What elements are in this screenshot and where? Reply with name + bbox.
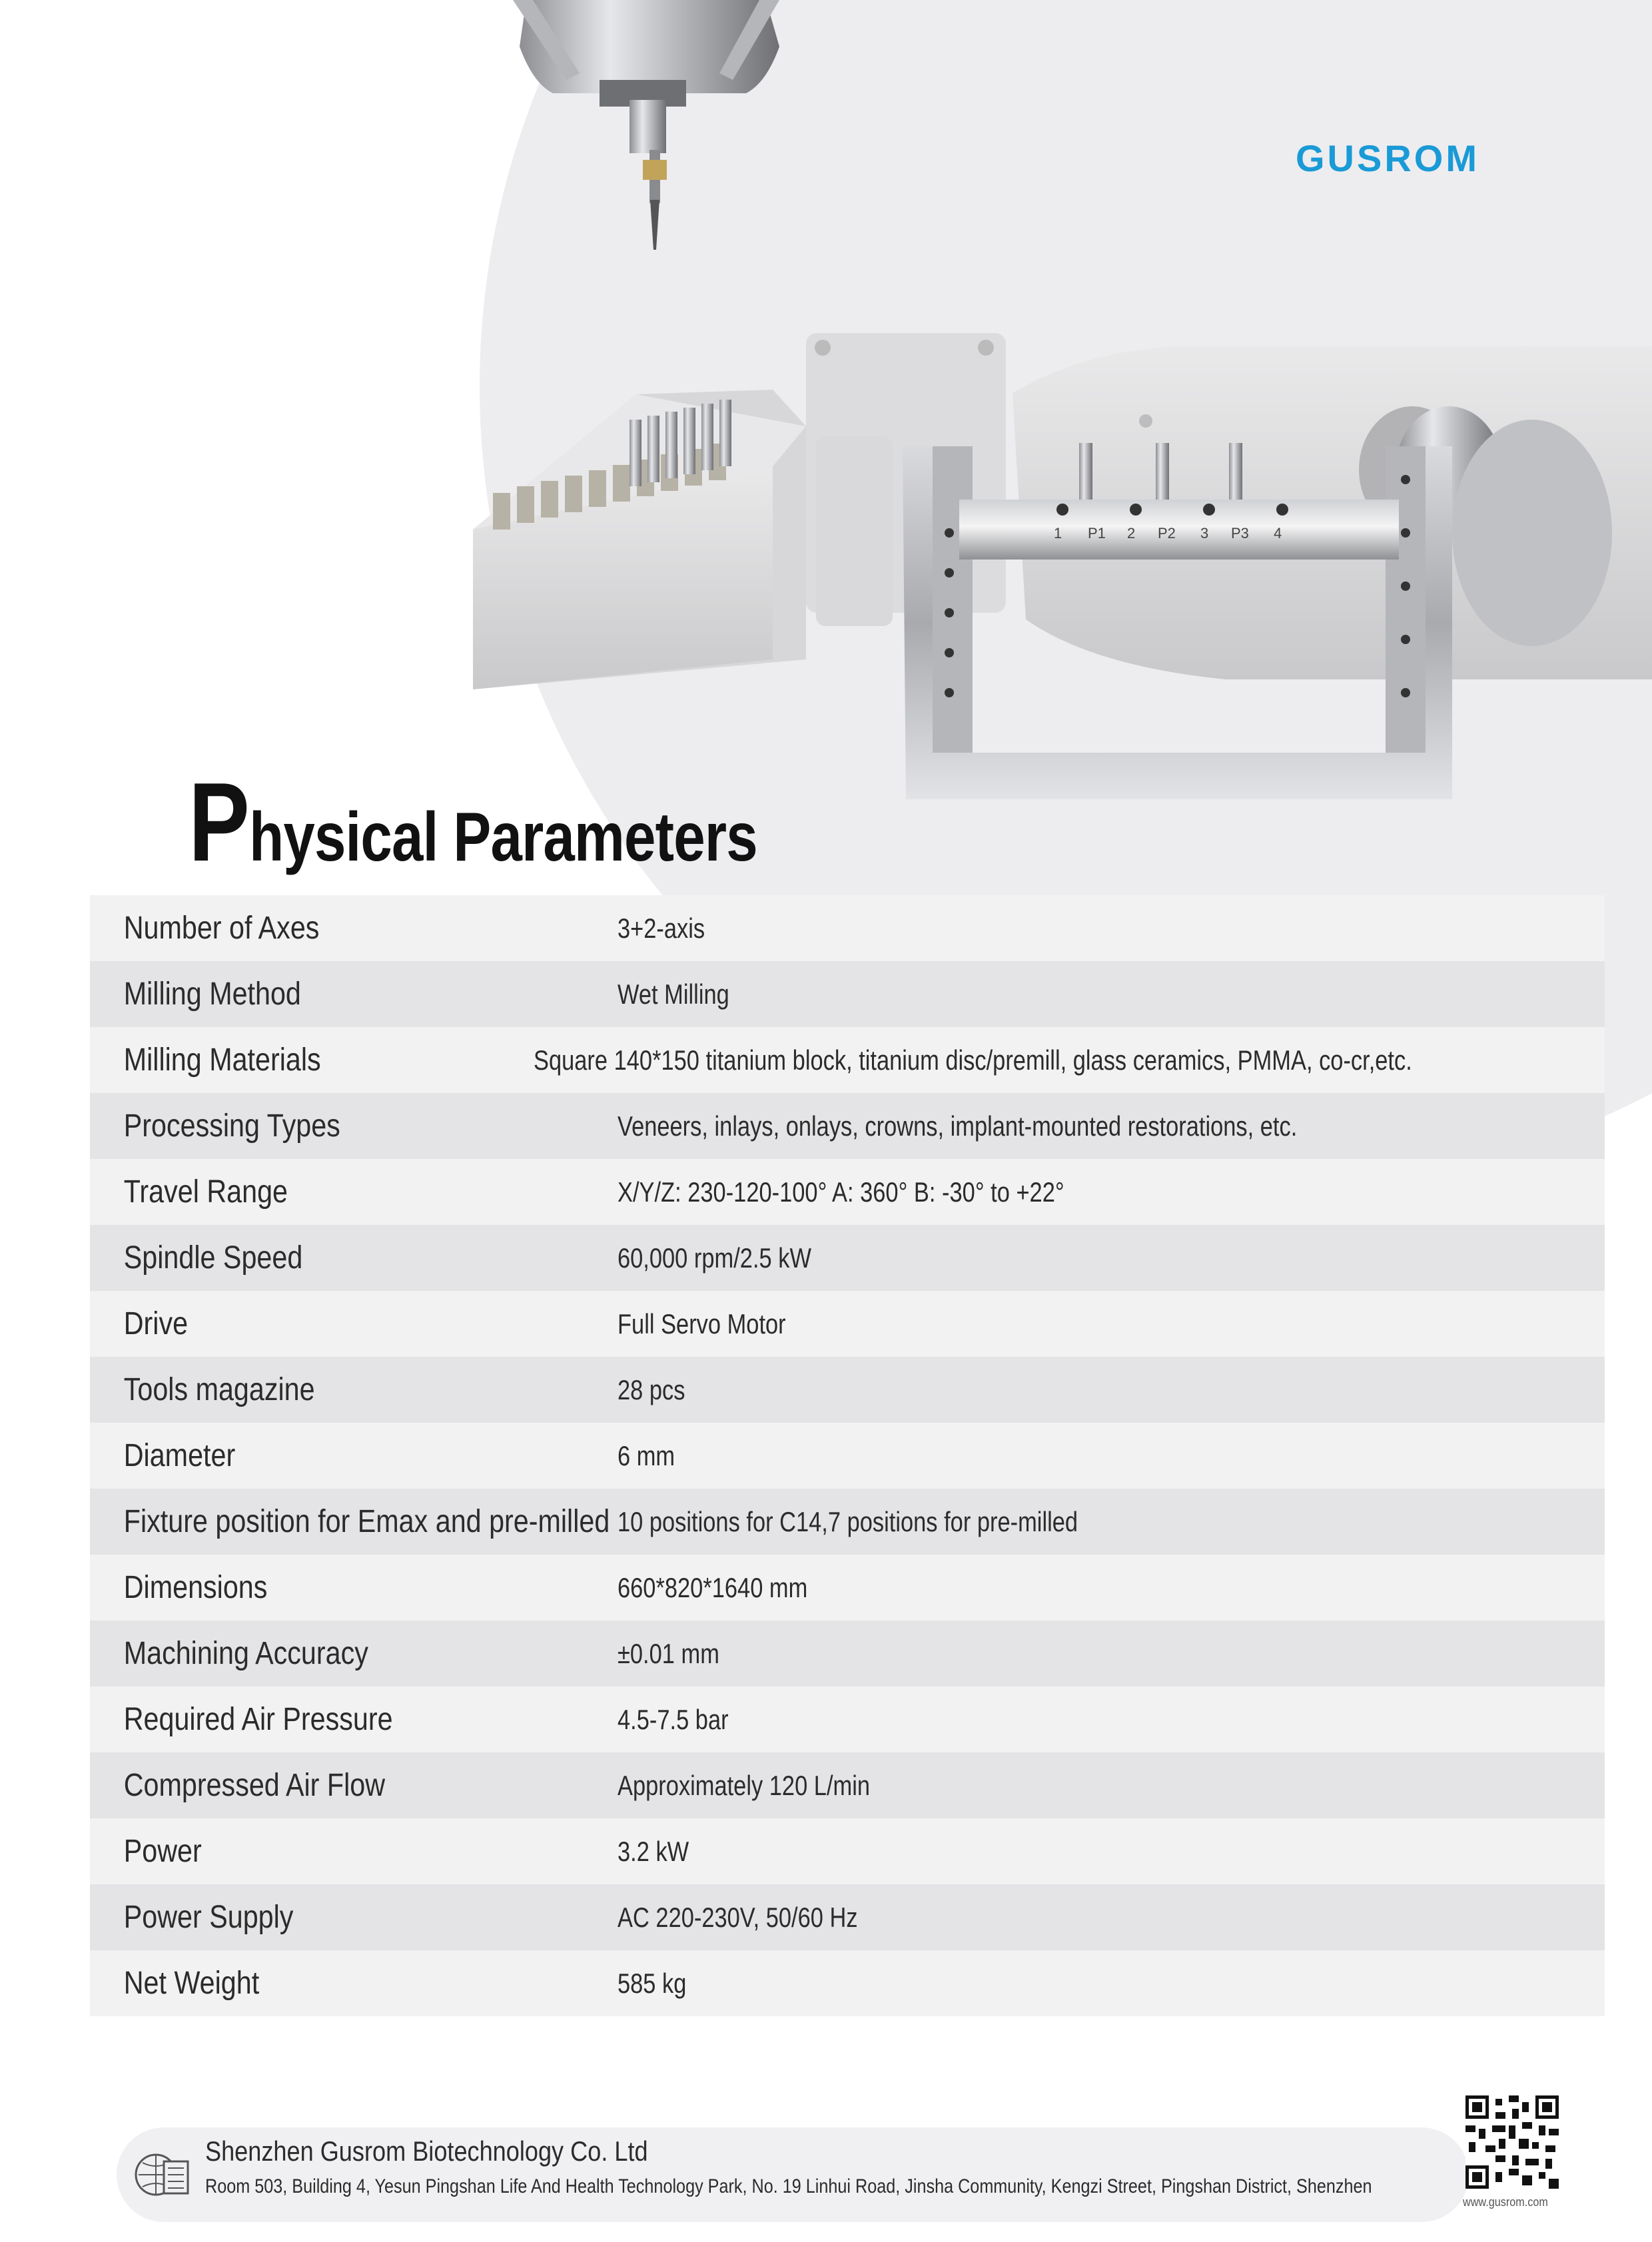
parameter-value: 4.5-7.5 bar xyxy=(618,1703,729,1735)
parameter-row xyxy=(90,1423,1605,1489)
parameter-label: Machining Accuracy xyxy=(123,1636,368,1671)
title-rest: hysical Parameters xyxy=(249,799,757,876)
parameter-label: Drive xyxy=(123,1306,189,1341)
parameter-row xyxy=(90,1621,1605,1686)
parameter-value: Wet Milling xyxy=(618,978,729,1010)
parameter-label: Compressed Air Flow xyxy=(123,1768,386,1803)
parameter-label: Milling Materials xyxy=(123,1042,321,1078)
parameter-row xyxy=(90,1752,1605,1818)
parameter-label: Milling Method xyxy=(123,976,301,1012)
parameter-label: Fixture position for Emax and pre-milled xyxy=(123,1504,610,1539)
company-name: Shenzhen Gusrom Biotechnology Co. Ltd xyxy=(205,2135,648,2167)
company-building-icon xyxy=(133,2147,193,2200)
title-initial: P xyxy=(189,759,250,885)
parameter-row xyxy=(90,1555,1605,1621)
parameters-table xyxy=(90,895,1605,2016)
parameter-label: Required Air Pressure xyxy=(123,1702,393,1737)
parameter-label: Diameter xyxy=(123,1438,236,1473)
parameter-label: Number of Axes xyxy=(123,911,320,946)
parameter-value: ±0.01 mm xyxy=(618,1637,719,1669)
fixture-mark: 2 xyxy=(1127,525,1136,542)
parameter-value: Approximately 120 L/min xyxy=(618,1769,871,1801)
fixture-mark: P3 xyxy=(1231,525,1249,542)
parameter-label: Tools magazine xyxy=(123,1372,315,1407)
parameter-row xyxy=(90,1093,1605,1159)
parameter-value: AC 220-230V, 50/60 Hz xyxy=(618,1901,858,1933)
parameter-value: 3.2 kW xyxy=(618,1835,689,1867)
parameter-value: Full Servo Motor xyxy=(618,1308,786,1339)
parameter-row xyxy=(90,1950,1605,2016)
parameter-value: 660*820*1640 mm xyxy=(618,1571,808,1603)
milling-machine-illustration xyxy=(0,0,1652,826)
parameter-label: Power Supply xyxy=(123,1900,294,1935)
parameter-row xyxy=(90,1489,1605,1555)
website-url: www.gusrom.com xyxy=(1463,2195,1548,2209)
parameter-row xyxy=(90,1027,1605,1093)
parameter-row xyxy=(90,895,1605,961)
qr-code xyxy=(1465,2095,1559,2189)
parameter-value: Square 140*150 titanium block, titanium disc/premill, glass ceramics, PMMA, co-cr,etc. xyxy=(533,1044,1412,1076)
parameter-row xyxy=(90,1159,1605,1225)
fixture-mark: 1 xyxy=(1054,525,1062,542)
tool-magazine xyxy=(473,390,806,689)
parameter-value: X/Y/Z: 230-120-100° A: 360° B: -30° to +22° xyxy=(618,1176,1064,1208)
fixture-mark: P1 xyxy=(1088,525,1106,542)
parameter-label: Processing Types xyxy=(123,1108,340,1144)
company-address: Room 503, Building 4, Yesun Pingshan Life And Health Technology Park, No. 19 Linhui Road, Jinsha Community, Kengzi Street, Pingshan District, Shenzhen xyxy=(205,2175,1372,2197)
parameter-value: 585 kg xyxy=(618,1967,687,1999)
parameter-label: Net Weight xyxy=(123,1966,260,2001)
parameter-label: Power xyxy=(123,1834,202,1869)
parameter-row xyxy=(90,1225,1605,1291)
fixture-mark: 3 xyxy=(1200,525,1209,542)
fixture-mark: P2 xyxy=(1158,525,1176,542)
parameter-row xyxy=(90,961,1605,1027)
parameter-label: Travel Range xyxy=(123,1174,288,1210)
parameter-value: 3+2-axis xyxy=(618,912,705,944)
spindle-head xyxy=(513,0,779,250)
parameter-value: 60,000 rpm/2.5 kW xyxy=(618,1242,811,1274)
parameter-label: Dimensions xyxy=(123,1570,268,1605)
parameter-value: 28 pcs xyxy=(618,1373,685,1405)
parameter-row xyxy=(90,1884,1605,1950)
parameter-row xyxy=(90,1686,1605,1752)
page-title xyxy=(189,759,757,885)
parameter-row xyxy=(90,1357,1605,1423)
parameter-row xyxy=(90,1291,1605,1357)
parameter-value: 6 mm xyxy=(618,1439,675,1471)
parameter-label: Spindle Speed xyxy=(123,1240,303,1276)
parameter-row xyxy=(90,1818,1605,1884)
brand-logo: GUSROM xyxy=(1296,137,1479,179)
parameter-value: Veneers, inlays, onlays, crowns, implant-mounted restorations, etc. xyxy=(618,1110,1298,1142)
fixture-mark: 4 xyxy=(1274,525,1282,542)
fixture-position-marks xyxy=(1054,525,1282,542)
parameter-value: 10 positions for C14,7 positions for pre-milled xyxy=(618,1505,1078,1537)
